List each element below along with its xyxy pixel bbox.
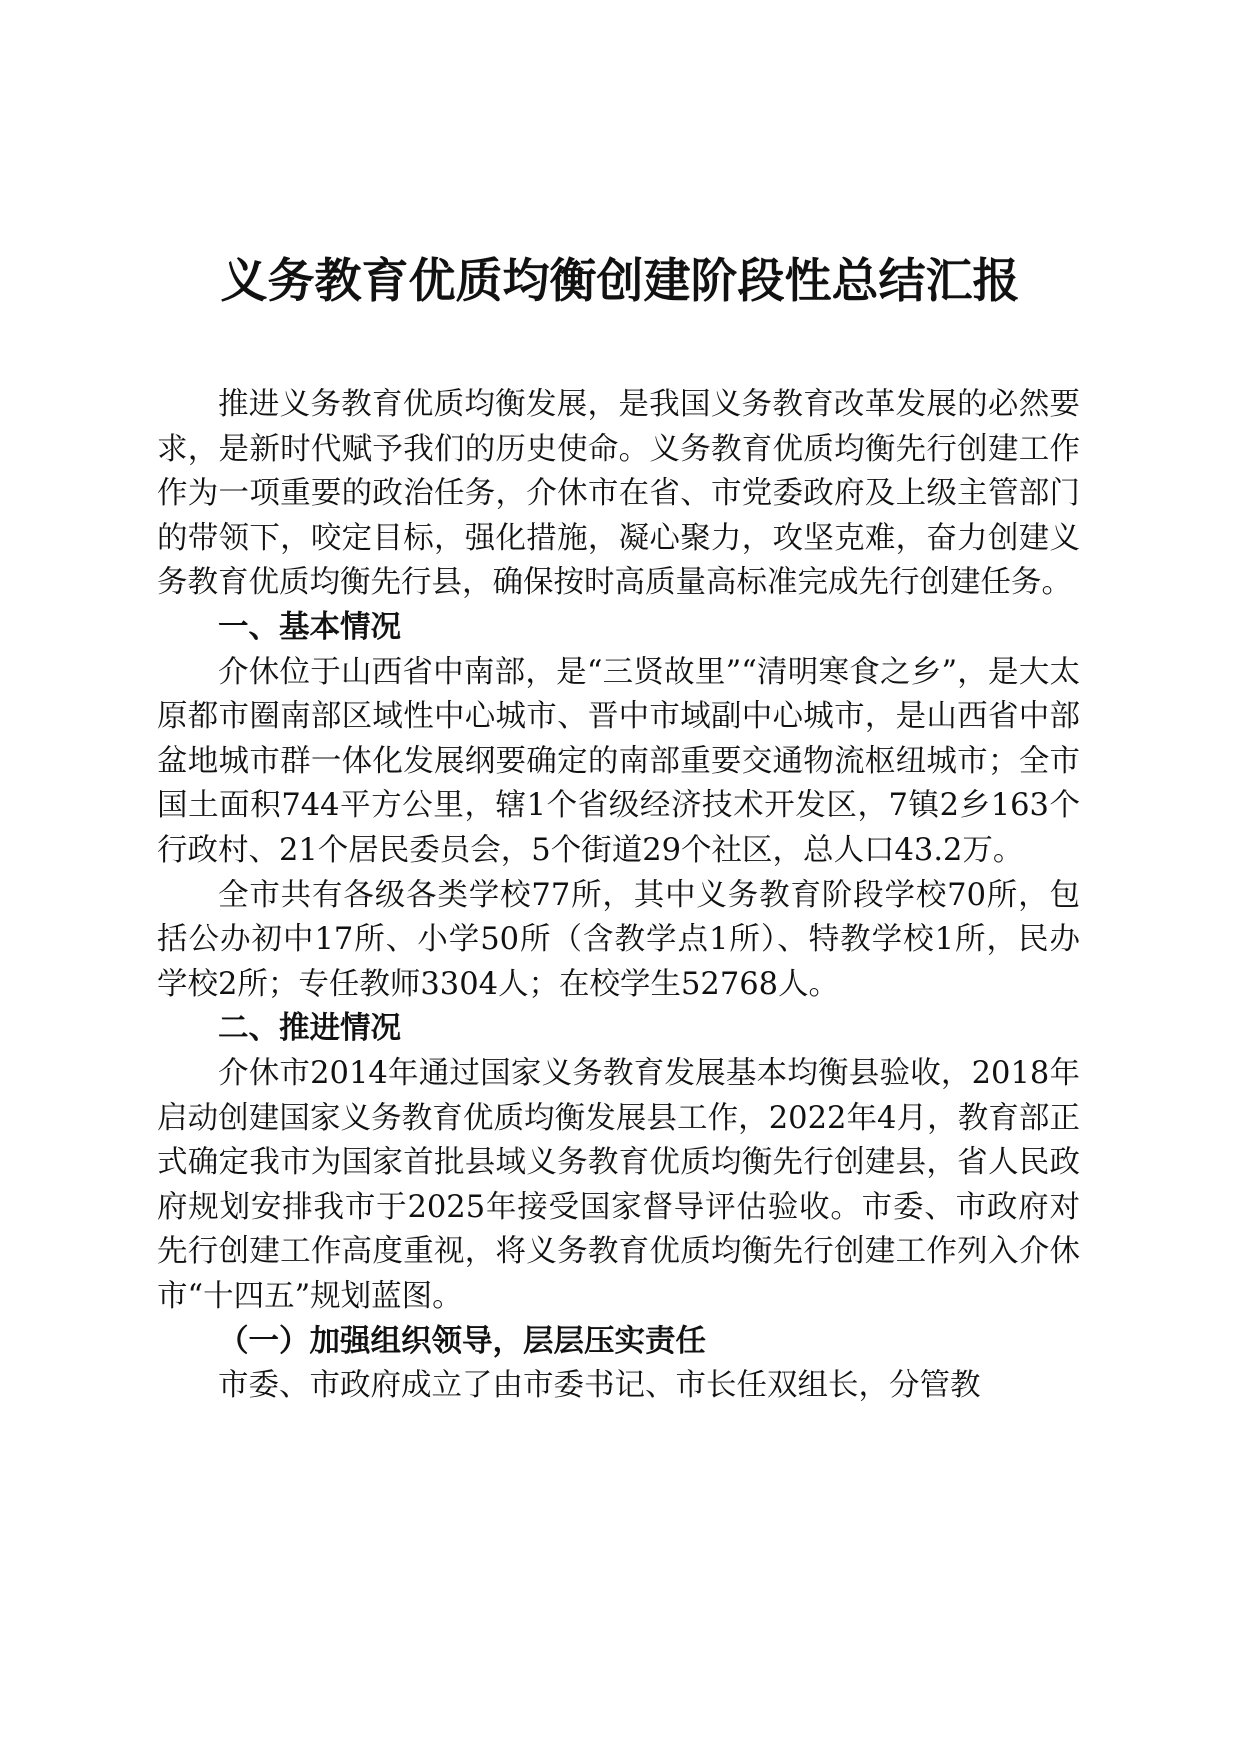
paragraph-location: 介休位于山西省中南部，是“三贤故里”“清明寒食之乡”，是大太原都市圈南部区域性中心城市、晋中市域副中心城市，是山西省中部盆地城市群一体化发展纲要确定的南部重要交通物流枢纽城市；全市国土面积744平方公里，辖1个省级经济技术开发区，7镇2乡163个行政村、21个居民委员会，5个街道29个社区，总人口43.2万。 (157, 654, 1080, 868)
section-heading-progress: 二、推进情况 (218, 1011, 401, 1047)
document-title: 义务教育优质均衡创建阶段性总结汇报 (220, 254, 1020, 309)
paragraph-schools: 全市共有各级各类学校77所，其中义务教育阶段学校70所，包括公办初中17所、小学50所（含教学点1所）、特教学校1所，民办学校2所；专任教师3304人；在校学生52768人。 (157, 877, 1080, 1002)
paragraph-progress: 介休市2014年通过国家义务教育发展基本均衡县验收，2018年启动创建国家义务教育优质均衡发展县工作，2022年4月，教育部正式确定我市为国家首批县域义务教育优质均衡先行创建县，省人民政府规划安排我市于2025年接受国家督导评估验收。市委、市政府对先行创建工作高度重视，将义务教育优质均衡先行创建工作列入介休市“十四五”规划蓝图。 (157, 1055, 1080, 1314)
subsection-heading-organization: （一）加强组织领导，层层压实责任 (218, 1323, 706, 1360)
intro-paragraph: 推进义务教育优质均衡发展，是我国义务教育改革发展的必然要求，是新时代赋予我们的历史使命。义务教育优质均衡先行创建工作作为一项重要的政治任务，介休市在省、市党委政府及上级主管部门的带领下，咬定目标，强化措施，凝心聚力，攻坚克难，奋力创建义务教育优质均衡先行县，确保按时高质量高标准完成先行创建任务。 (157, 387, 1080, 601)
paragraph-organization: 市委、市政府成立了由市委书记、市长任双组长，分管教 (218, 1368, 981, 1404)
section-heading-basic-situation: 一、基本情况 (218, 609, 401, 645)
document-body (157, 383, 1080, 1409)
